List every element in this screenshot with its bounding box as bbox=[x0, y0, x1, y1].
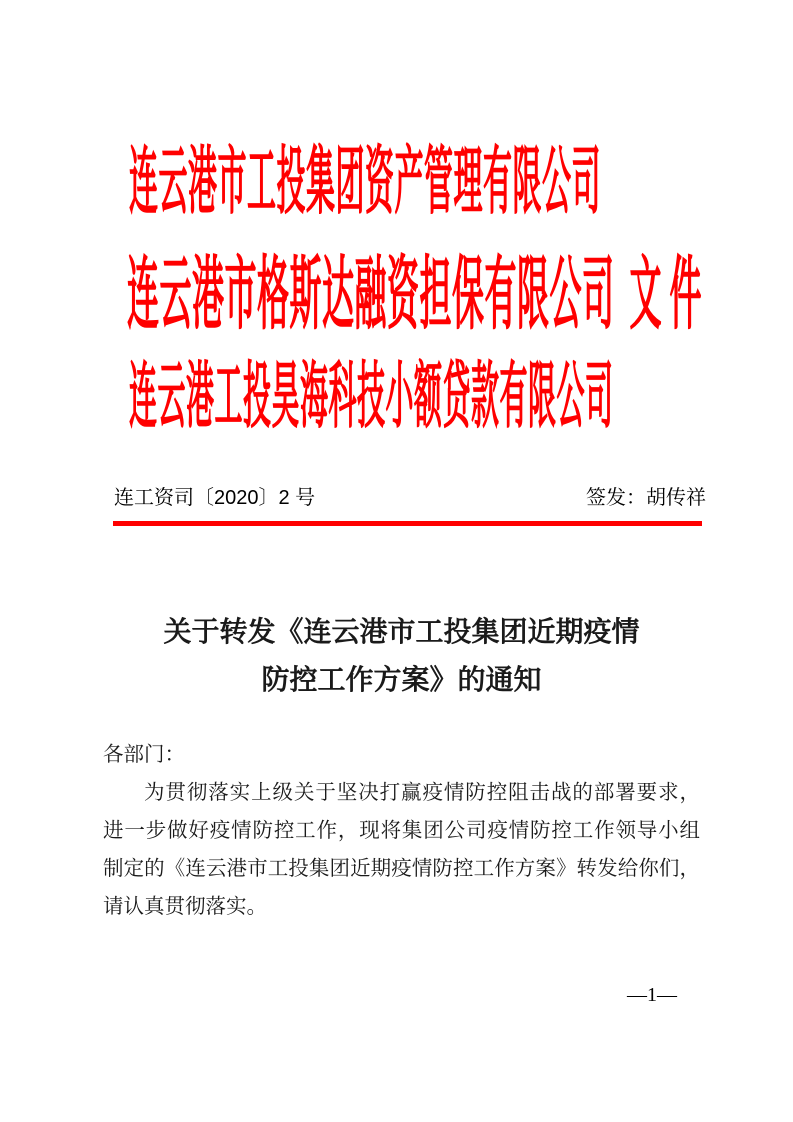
body-line-3: 制定的《连云港市工投集团近期疫情防控工作方案》转发给你们， bbox=[103, 857, 700, 880]
issuer-label: 签发： bbox=[586, 487, 646, 509]
title-line-2: 防控工作方案》的通知 bbox=[261, 664, 542, 695]
document-title bbox=[103, 608, 700, 704]
body-line-2: 进一步做好疫情防控工作，现将集团公司疫情防控工作领导小组 bbox=[103, 819, 700, 842]
document-number: 连工资司〔2020〕2 号 bbox=[114, 487, 316, 509]
page-number: —1— bbox=[627, 984, 677, 1006]
letterhead-line-2 bbox=[127, 249, 710, 339]
salutation: 各部门： bbox=[103, 743, 185, 766]
letterhead-line-1 bbox=[129, 142, 602, 225]
letterhead-company-2: 连云港市格斯达融资担保有限公司 bbox=[127, 249, 615, 339]
red-separator-line bbox=[113, 521, 702, 526]
letterhead-company-3: 连云港工投昊海科技小额贷款有限公司 bbox=[129, 355, 614, 437]
body-line-1: 为贯彻落实上级关于坚决打赢疫情防控阻击战的部署要求， bbox=[144, 781, 700, 804]
letterhead-line-3 bbox=[129, 355, 614, 437]
issuer bbox=[586, 482, 706, 514]
body-line-4: 请认真贯彻落实。 bbox=[103, 895, 267, 918]
document-meta-row bbox=[114, 482, 706, 514]
letterhead-doc-word: 文件 bbox=[629, 249, 710, 339]
document-body bbox=[103, 736, 700, 926]
letterhead-company-1: 连云港市工投集团资产管理有限公司 bbox=[129, 142, 602, 225]
issuer-name: 胡传祥 bbox=[646, 487, 706, 509]
title-line-1: 关于转发《连云港市工投集团近期疫情 bbox=[163, 616, 640, 647]
